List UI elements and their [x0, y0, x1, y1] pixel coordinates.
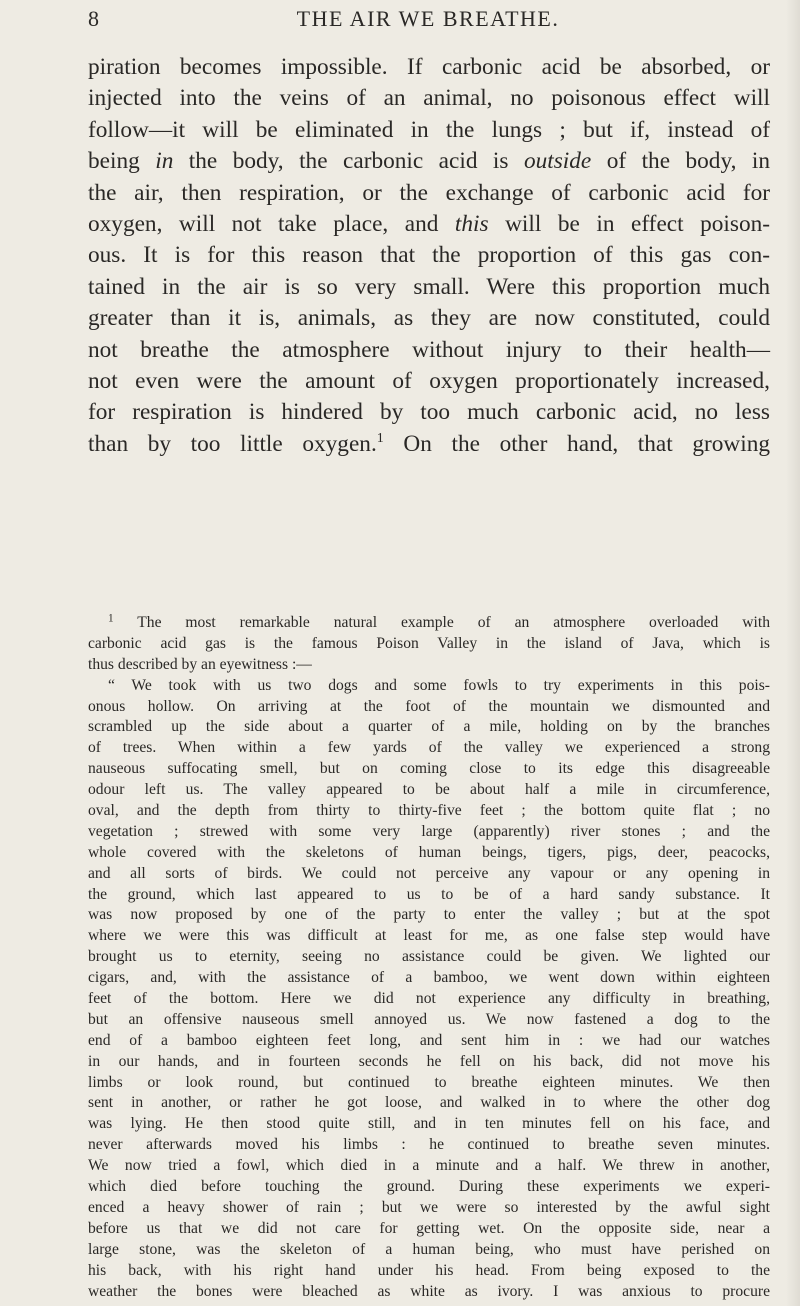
footnote-line: onous hollow. On arriving at the foot of the mountain we dismounted and: [88, 697, 770, 715]
main-text-block: [88, 52, 770, 460]
footnote-block: [88, 613, 770, 1302]
body-line: greater than it is, animals, as they are now constituted, could: [88, 305, 770, 332]
footnote-line: end of a bamboo eighteen feet long, and sent him in : we had our watches: [88, 1031, 770, 1049]
body-line: than by too little oxygen.$^1$ On the other hand, that growing: [88, 430, 770, 457]
page-number: 8: [88, 6, 100, 31]
footnote-line: odour left us. The valley appeared to be about half a mile in circumference,: [88, 781, 770, 799]
body-line: oxygen, will not take place, and this will be in effect poison-: [88, 210, 770, 237]
body-line: injected into the veins of an animal, no poisonous effect will: [88, 85, 770, 112]
footnote-line: where we were this was difficult at least for me, as one false step would have: [88, 927, 770, 945]
footnote-line: sent in another, or rather he got loose, and walked in to where the other dog: [88, 1094, 770, 1112]
body-line: ous. It is for this reason that the proportion of this gas con-: [88, 242, 770, 269]
footnote-line: was now proposed by one of the party to enter the valley ; but at the spot: [88, 906, 770, 924]
footnote-line: before us that we did not care for getting wet. On the opposite side, near a: [88, 1219, 770, 1237]
footnote-line: of trees. When within a few yards of the valley we experienced a strong: [88, 739, 770, 757]
footnote-line: was lying. He then stood quite still, and in ten minutes fell on his face, and: [88, 1115, 770, 1133]
body-line: the air, then respiration, or the exchange of carbonic acid for: [88, 179, 770, 206]
footnote-line: thus described by an eyewitness :—: [88, 655, 312, 673]
body-line: tained in the air is so very small. Were this proportion much: [88, 273, 770, 300]
footnote-line: which died before touching the ground. During these experiments we experi-: [88, 1178, 770, 1196]
running-header: [88, 6, 768, 40]
footnote-line: the ground, which last appeared to us to be of a hard sandy substance. It: [88, 885, 770, 903]
body-line: piration becomes impossible. If carbonic acid be absorbed, or: [88, 54, 770, 80]
footnote-line: brought us to eternity, seeing no assistance could be given. We lighted our: [88, 948, 770, 966]
footnote-line: scrambled up the side about a quarter of a mile, holding on by the branches: [88, 718, 770, 736]
footnote-line: but an offensive nauseous smell annoyed us. We now fastened a dog to the: [88, 1010, 770, 1028]
footnote-line: We now tried a fowl, which died in a minute and a half. We threw in another,: [88, 1157, 770, 1175]
footnote-line: cigars, and, with the assistance of a bamboo, we went down within eighteen: [88, 969, 770, 987]
body-line: not breathe the atmosphere without injury to their health—: [88, 336, 770, 363]
footnote-line: oval, and the depth from thirty to thirty-five feet ; the bottom quite flat ; no: [88, 802, 770, 820]
footnote-line: vegetation ; strewed with some very large (apparently) river stones ; and the: [88, 822, 770, 840]
footnote-line: his back, with his right hand under his head. From being exposed to the: [88, 1261, 770, 1279]
footnote-line: enced a heavy shower of rain ; but we were so interested by the awful sight: [88, 1198, 770, 1216]
body-line: follow—it will be eliminated in the lungs ; but if, instead of: [88, 116, 770, 143]
footnote-line: whole covered with the skeletons of human beings, tigers, pigs, deer, peacocks,: [88, 843, 770, 861]
footnote-line: and all sorts of birds. We could not perceive any vapour or any opening in: [88, 864, 770, 882]
footnote-line: carbonic acid gas is the famous Poison Valley in the island of Java, which is: [88, 634, 770, 652]
footnote-line: nauseous suffocating smell, but on coming close to its edge this disagreeable: [88, 760, 770, 778]
footnote-line: in our hands, and in fourteen seconds he fell on his back, did not move his: [88, 1052, 770, 1070]
body-line: not even were the amount of oxygen proportionately increased,: [88, 367, 770, 394]
footnote-line: feet of the bottom. Here we did not experience any difficulty in breathing,: [88, 990, 770, 1008]
page-edge-shadow: [786, 0, 800, 1306]
running-title: THE AIR WE BREATHE.: [296, 6, 560, 31]
footnote-line: limbs or look round, but continued to breathe eighteen minutes. We then: [88, 1073, 770, 1091]
footnote-line: large stone, was the skeleton of a human being, who must have perished on: [88, 1240, 770, 1258]
footnote-line: “ We took with us two dogs and some fowls to try experiments in this pois-: [108, 676, 770, 694]
footnote-line: never afterwards moved his limbs : he continued to breathe seven minutes.: [88, 1136, 770, 1154]
body-line: being in the body, the carbonic acid is outside of the body, in: [88, 148, 770, 175]
footnote-line: weather the bones were bleached as white as ivory. I was anxious to procure: [88, 1282, 770, 1300]
body-line: for respiration is hindered by too much carbonic acid, no less: [88, 399, 770, 426]
footnote-line: $^1$ The most remarkable natural example of an atmosphere overloaded with: [108, 612, 770, 631]
